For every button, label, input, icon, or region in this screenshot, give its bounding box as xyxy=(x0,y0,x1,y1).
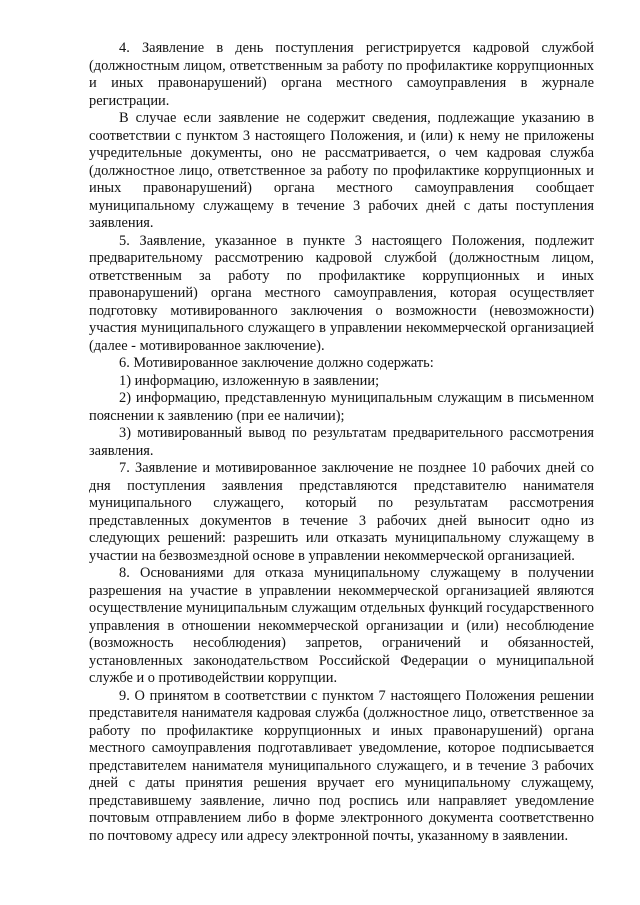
paragraph-item-8: 8. Основаниями для отказа муниципальному служащему в получении разрешения на участие в управлении некоммерческой организацией являются осуществление муниципальным служащим отдельных функций государственного управления в отношении некоммерческой организации и (или) несоблюдение (возможность несоблюдения) запретов, ограничений и обязанностей, установленных законодательством Российской Федерации о муниципальной службе и о противодействии коррупции. xyxy=(89,565,594,686)
paragraph-item-5: 5. Заявление, указанное в пункте 3 настоящего Положения, подлежит предварительному рассмотрению кадровой службой (должностным лицом, ответственным за работу по профилактике коррупционных и иных правонарушений) органа местного самоуправления, которая осуществляет подготовку мотивированного заключения о возможности (невозможности) участия муниципального служащего в управлении некоммерческой организацией (далее - мотивированное заключение). xyxy=(89,232,594,354)
paragraph-item-4-rejection: В случае если заявление не содержит сведения, подлежащие указанию в соответствии с пунктом 3 настоящего Положения, и (или) к нему не приложены учредительные документы, оно не рассматривается, о чем кадровая служба (должностное лицо, ответственное за работу по профилактике коррупционных и иных правонарушений) органа местного самоуправления сообщает муниципальному служащему в течение 3 рабочих дней с даты поступления заявления. xyxy=(89,110,594,231)
paragraph-item-6-2: 2) информацию, представленную муниципальным служащим в письменном пояснении к заявлению (при ее наличии); xyxy=(89,390,594,424)
paragraph-item-9: 9. О принятом в соответствии с пунктом 7 настоящего Положения решении представителя нанимателя кадровая служба (должностное лицо, ответственное за работу по профилактике коррупционных и иных правонарушений) органа местного самоуправления подготавливает уведомление, которое подписывается представителем нанимателя муниципального служащего, и в течение 3 рабочих дней с даты принятия решения вручает его муниципальному служащему, представившему заявление, лично под роспись или направляет уведомление почтовым отправлением либо в форме электронного документа соответственно по почтовому адресу или адресу электронной почты, указанному в заявлении. xyxy=(89,687,594,844)
paragraph-item-4: 4. Заявление в день поступления регистрируется кадровой службой (должностным лицом, ответственным за работу по профилактике коррупционных и иных правонарушений) органа местного самоуправления в журнале регистрации. xyxy=(89,40,594,109)
paragraph-item-6: 6. Мотивированное заключение должно содержать: xyxy=(119,355,434,371)
paragraph-item-6-1: 1) информацию, изложенную в заявлении; xyxy=(119,372,380,389)
paragraph-item-7: 7. Заявление и мотивированное заключение не позднее 10 рабочих дней со дня поступления заявления представляются представителю нанимателя муниципального служащего, который по результатам рассмотрения представленных документов в течение 3 рабочих дней выносит одно из следующих решений: разрешить или отказать муниципальному служащему в участии на безвозмездной основе в управлении некоммерческой организацией. xyxy=(89,460,594,564)
document-body xyxy=(89,40,594,845)
paragraph-item-6-3: 3) мотивированный вывод по результатам предварительного рассмотрения заявления. xyxy=(89,425,594,459)
